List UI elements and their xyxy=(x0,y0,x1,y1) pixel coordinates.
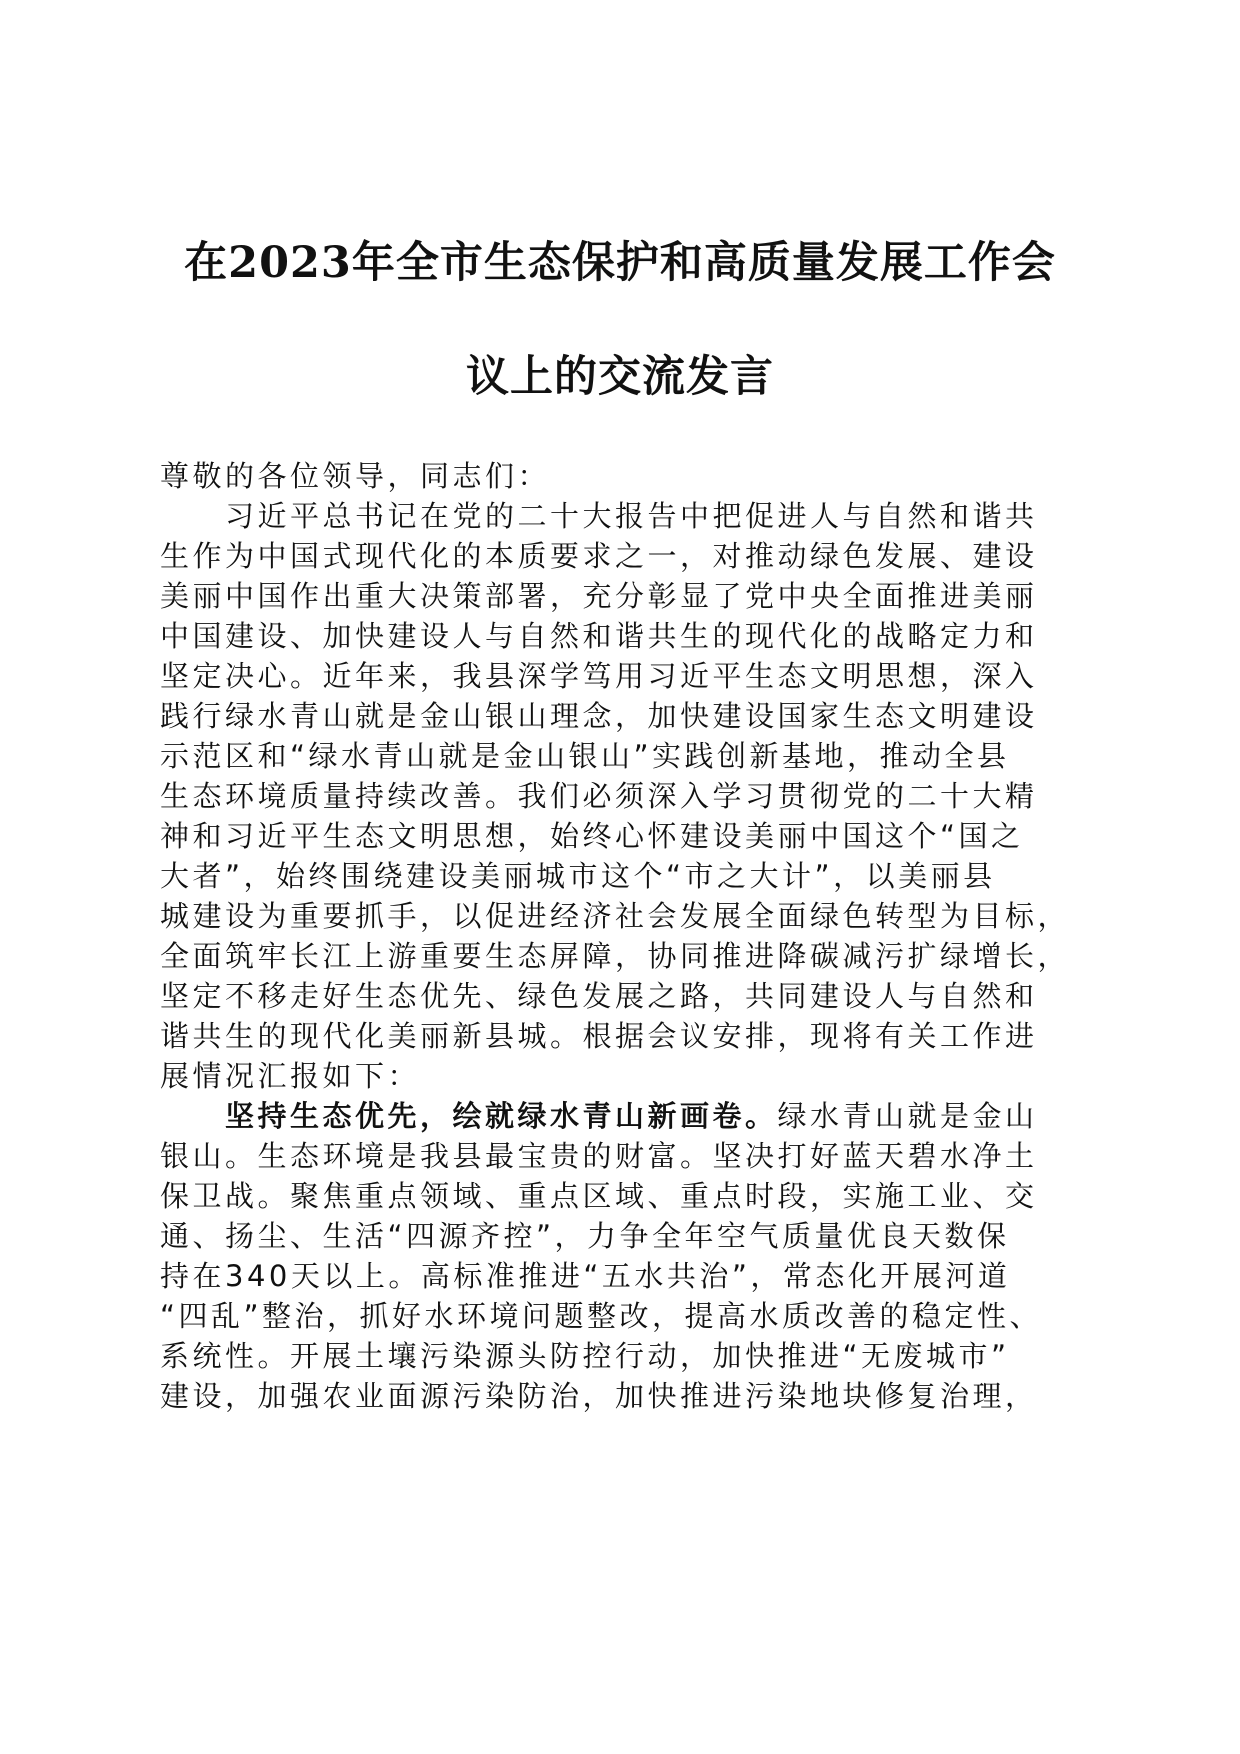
paragraph-2-line: 建设，加强农业面源污染防治，加快推进污染地块修复治理， xyxy=(160,1379,1038,1413)
paragraph-1-line: 谐共生的现代化美丽新县城。根据会议安排，现将有关工作进 xyxy=(160,1019,1038,1053)
paragraph-2-line: “四乱”整治，抓好水环境问题整改，提高水质改善的稳定性、 xyxy=(160,1299,1043,1333)
paragraph-2-line: 持在340天以上。高标准推进“五水共治”，常态化开展河道 xyxy=(160,1259,1011,1293)
paragraph-1-line: 生态环境质量持续改善。我们必须深入学习贯彻党的二十大精 xyxy=(160,779,1038,813)
paragraph-1-line: 全面筑牢长江上游重要生态屏障，协同推进降碳减污扩绿增长， xyxy=(160,939,1071,973)
document-title-line-2: 议上的交流发言 xyxy=(466,352,774,402)
paragraph-1-line: 美丽中国作出重大决策部署，充分彰显了党中央全面推进美丽 xyxy=(160,579,1038,613)
salutation: 尊敬的各位领导，同志们： xyxy=(160,459,551,493)
paragraph-1-line: 习近平总书记在党的二十大报告中把促进人与自然和谐共 xyxy=(160,499,1038,533)
paragraph-1-line: 坚定决心。近年来，我县深学笃用习近平生态文明思想，深入 xyxy=(160,659,1038,693)
document-title-line-1: 在2023年全市生态保护和高质量发展工作会 xyxy=(184,238,1056,288)
paragraph-1-line: 展情况汇报如下： xyxy=(160,1059,421,1093)
paragraph-1-line: 城建设为重要抓手，以促进经济社会发展全面绿色转型为目标， xyxy=(160,899,1071,933)
document-body xyxy=(160,456,1100,1416)
paragraph-2-first-line xyxy=(160,1096,1100,1136)
paragraph-1-line: 中国建设、加快建设人与自然和谐共生的现代化的战略定力和 xyxy=(160,619,1038,653)
paragraph-2-heading: 坚持生态优先，绘就绿水青山新画卷。 xyxy=(225,1099,778,1133)
paragraph-2-line: 通、扬尘、生活“四源齐控”，力争全年空气质量优良天数保 xyxy=(160,1219,1010,1253)
paragraph-1-line: 大者”，始终围绕建设美丽城市这个“市之大计”，以美丽县 xyxy=(160,859,996,893)
paragraph-2-first-line-text: 绿水青山就是金山 xyxy=(777,1099,1038,1133)
paragraph-1-line: 践行绿水青山就是金山银山理念，加快建设国家生态文明建设 xyxy=(160,699,1038,733)
paragraph-2-line: 银山。生态环境是我县最宝贵的财富。坚决打好蓝天碧水净土 xyxy=(160,1139,1038,1173)
paragraph-2-line: 保卫战。聚焦重点领域、重点区域、重点时段，实施工业、交 xyxy=(160,1179,1038,1213)
paragraph-2-line: 系统性。开展土壤污染源头防控行动，加快推进“无废城市” xyxy=(160,1339,1010,1373)
paragraph-1-line: 坚定不移走好生态优先、绿色发展之路，共同建设人与自然和 xyxy=(160,979,1038,1013)
paragraph-1-line: 示范区和“绿水青山就是金山银山”实践创新基地，推动全县 xyxy=(160,739,1010,773)
paragraph-1-line: 生作为中国式现代化的本质要求之一，对推动绿色发展、建设 xyxy=(160,539,1038,573)
paragraph-1-line: 神和习近平生态文明思想，始终心怀建设美丽中国这个“国之 xyxy=(160,819,1024,853)
